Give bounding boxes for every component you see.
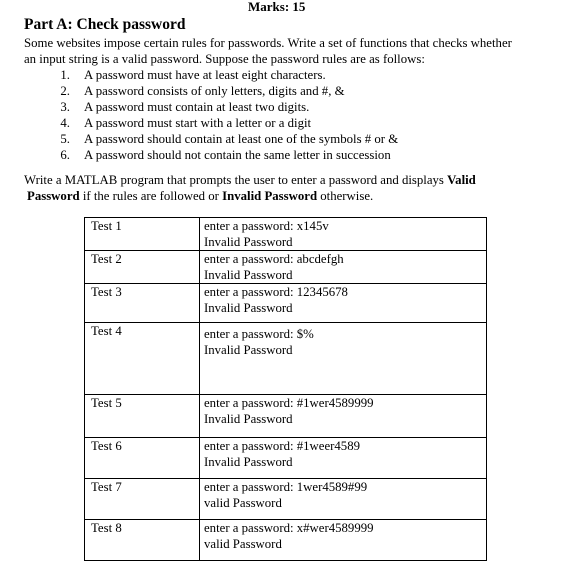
valid-keyword: Valid — [447, 173, 476, 187]
password-keyword: Password — [27, 189, 80, 203]
marks-label: Marks: 15 — [248, 0, 306, 14]
test-output-cell — [200, 323, 487, 395]
test-output-cell — [200, 284, 487, 323]
rule-number: 3. — [60, 100, 70, 114]
intro-line-2: an input string is a valid password. Suppose the password rules are as follows: — [24, 52, 425, 66]
rule-item — [48, 147, 398, 163]
rule-item — [48, 67, 398, 83]
test-output-block — [200, 438, 486, 478]
table-row — [85, 218, 487, 251]
test-name-cell: Test 2 — [85, 251, 200, 284]
test-output-cell — [200, 218, 487, 251]
table-row — [85, 323, 487, 395]
intro-paragraph — [24, 35, 554, 67]
test-output-block — [200, 520, 486, 560]
test-name-cell: Test 8 — [85, 520, 200, 561]
test-output-block — [200, 479, 486, 519]
rule-text: A password must contain at least two digits. — [84, 100, 310, 114]
rule-number: 2. — [60, 84, 70, 98]
rule-text: A password must have at least eight characters. — [84, 68, 326, 82]
test-output-cell — [200, 395, 487, 438]
part-title: Part A: Check password — [24, 16, 186, 33]
rule-number: 5. — [60, 132, 70, 146]
result-line: Invalid Password — [204, 455, 293, 469]
table-row — [85, 438, 487, 479]
table-row — [85, 520, 487, 561]
result-line: Invalid Password — [204, 412, 293, 426]
task-line-2 — [24, 188, 544, 204]
rule-text: A password must start with a letter or a digit — [84, 116, 312, 130]
test-output-block — [200, 251, 486, 283]
test-output-block — [200, 323, 486, 356]
result-line: Invalid Password — [204, 301, 293, 315]
prompt-line: enter a password: abcdefgh — [204, 252, 344, 266]
table-row — [85, 395, 487, 438]
test-name-cell: Test 6 — [85, 438, 200, 479]
test-output-cell — [200, 438, 487, 479]
test-output-cell — [200, 479, 487, 520]
prompt-line: enter a password: 1wer4589#99 — [204, 480, 368, 494]
table-row — [85, 251, 487, 284]
prompt-line: enter a password: x145v — [204, 219, 329, 233]
test-name-cell: Test 4 — [85, 323, 200, 395]
result-line: Invalid Password — [204, 235, 293, 249]
rule-number: 4. — [60, 116, 70, 130]
test-output-block — [200, 395, 486, 437]
prompt-line: enter a password: #1weer4589 — [204, 439, 360, 453]
test-name-cell: Test 7 — [85, 479, 200, 520]
test-name-cell: Test 1 — [85, 218, 200, 251]
invalid-password-keyword: Invalid Password — [222, 189, 318, 203]
test-output-block — [200, 284, 486, 322]
task-text-pre: Write a MATLAB program that prompts the user to enter a password and displays — [24, 173, 448, 187]
task-text-mid: if the rules are followed or — [79, 189, 223, 203]
rule-number: 1. — [60, 68, 70, 82]
prompt-line: enter a password: 12345678 — [204, 285, 348, 299]
test-cases-table — [84, 217, 487, 561]
rule-text: A password should not contain the same letter in succession — [84, 148, 391, 162]
prompt-line: enter a password: x#wer4589999 — [204, 521, 374, 535]
rule-number: 6. — [60, 148, 70, 162]
rule-item — [48, 115, 398, 131]
intro-line-1: Some websites impose certain rules for passwords. Write a set of functions that checks whether — [24, 36, 512, 50]
result-line: Invalid Password — [204, 268, 293, 282]
task-text-post: otherwise. — [317, 189, 374, 203]
prompt-line: enter a password: $% — [204, 327, 314, 341]
result-line: valid Password — [204, 537, 282, 551]
result-line: Invalid Password — [204, 343, 293, 357]
rule-item — [48, 131, 398, 147]
password-rules-list — [48, 67, 398, 163]
rule-item — [48, 99, 398, 115]
task-paragraph — [24, 172, 544, 204]
rule-text: A password should contain at least one of the symbols # or & — [84, 132, 399, 146]
table-row — [85, 284, 487, 323]
prompt-line: enter a password: #1wer4589999 — [204, 396, 374, 410]
rule-text: A password consists of only letters, digits and #, & — [84, 84, 345, 98]
test-output-block — [200, 218, 486, 250]
rule-item — [48, 83, 398, 99]
task-line-1 — [24, 172, 544, 188]
test-name-cell: Test 5 — [85, 395, 200, 438]
test-output-cell — [200, 520, 487, 561]
test-name-cell: Test 3 — [85, 284, 200, 323]
test-output-cell — [200, 251, 487, 284]
result-line: valid Password — [204, 496, 282, 510]
table-row — [85, 479, 487, 520]
